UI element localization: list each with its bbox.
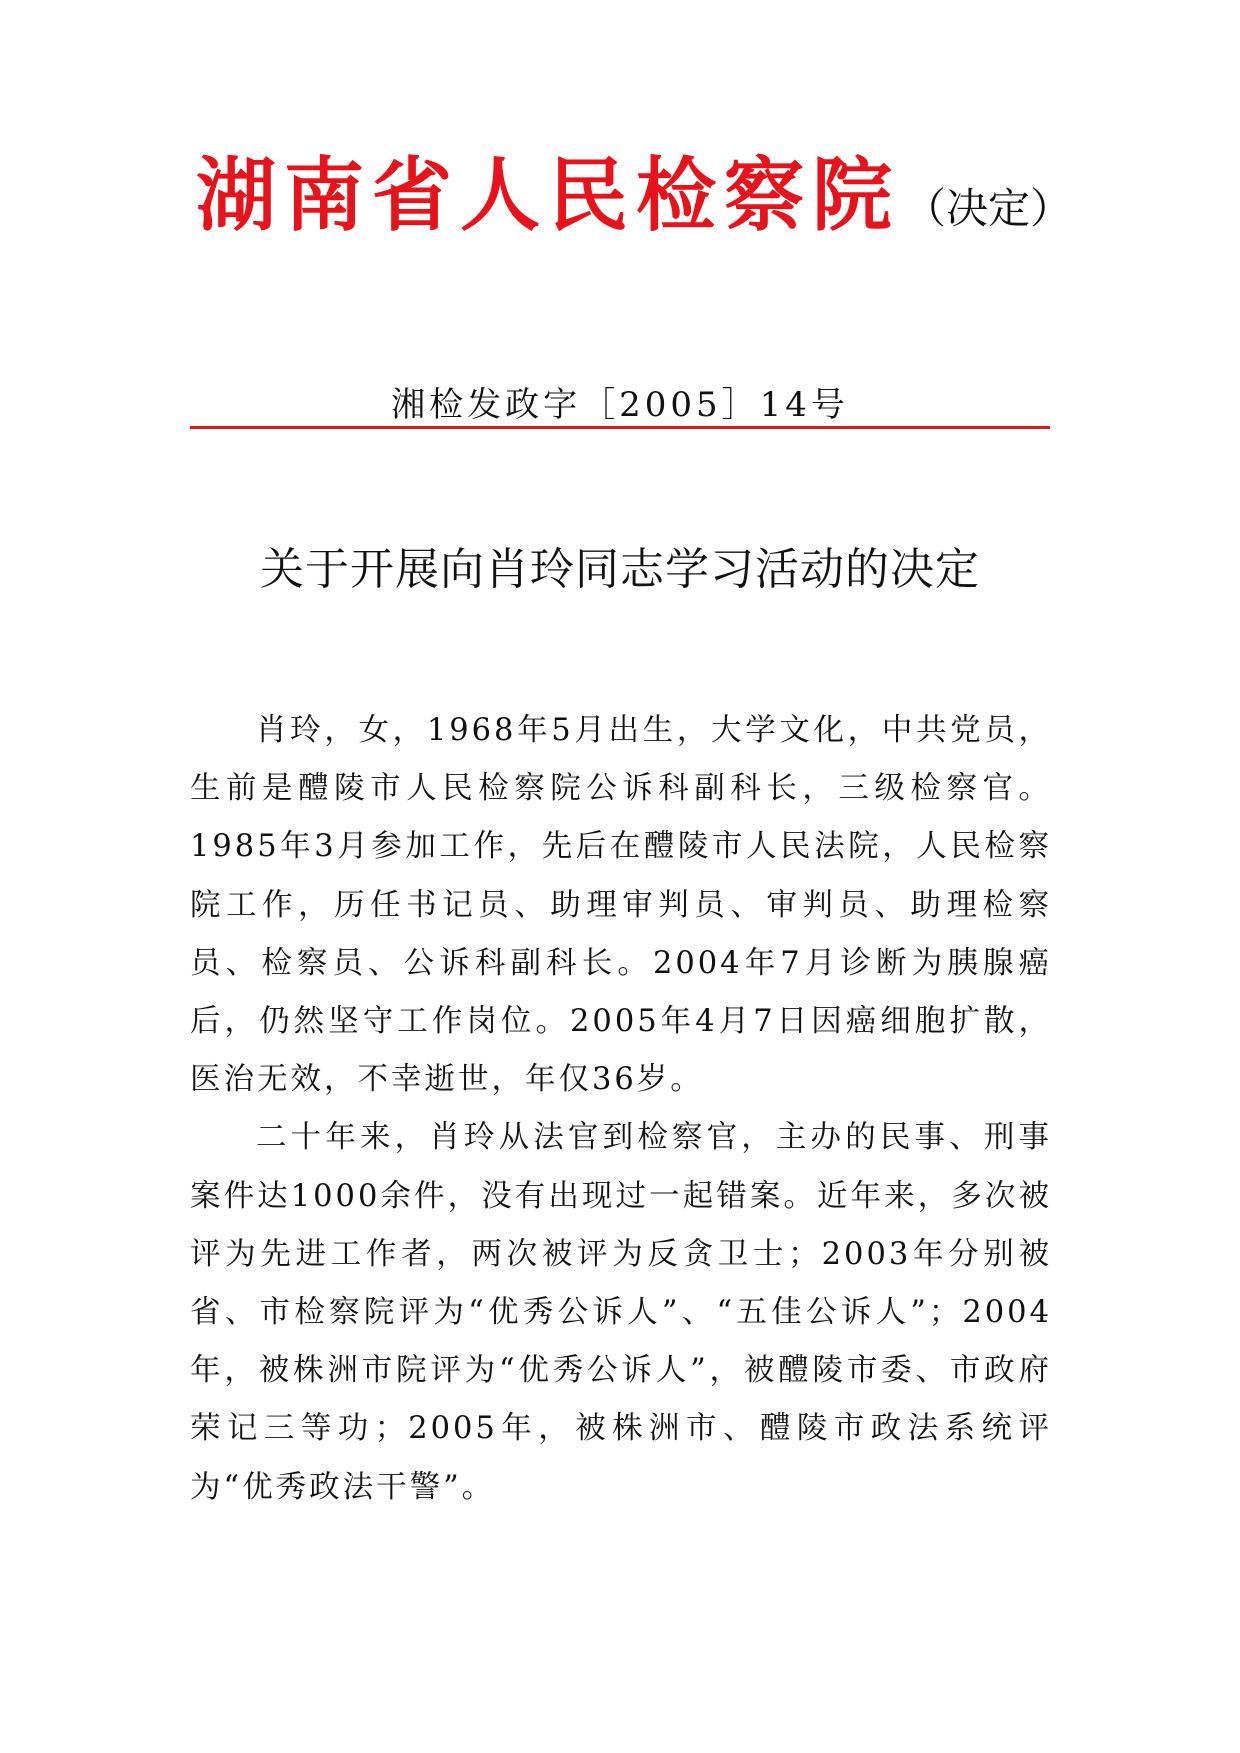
issuing-organization: 湖南省人民检察院 — [196, 148, 900, 242]
red-separator-line — [190, 426, 1050, 429]
red-header — [196, 140, 1076, 264]
document-body — [190, 702, 1052, 1517]
document-title: 关于开展向肖玲同志学习活动的决定 — [260, 544, 980, 595]
body-paragraph: 肖玲，女，1968年5月出生，大学文化，中共党员，生前是醴陵市人民检察院公诉科副科长，三级检察官。1985年3月参加工作，先后在醴陵市人民法院，人民检察院工作，历任书记员、助理审判员、审判员、助理检察员、检察员、公诉科副科长。2004年7月诊断为胰腺癌后，仍然坚守工作岗位。2005年4月7日因癌细胞扩散，医治无效，不幸逝世，年仅36岁。 — [190, 713, 1052, 1098]
body-paragraph: 二十年来，肖玲从法官到检察官，主办的民事、刑事案件达1000余件，没有出现过一起错案。近年来，多次被评为先进工作者，两次被评为反贪卫士；2003年分别被省、市检察院评为“优秀公诉人”、“五佳公诉人”；2004年，被株洲市院评为“优秀公诉人”，被醴陵市委、市政府荣记三等功；2005年，被株洲市、醴陵市政法系统评为“优秀政法干警”。 — [190, 1120, 1052, 1505]
document-type: （决定） — [904, 184, 1073, 233]
document-number: 湘检发政字［2005］14号 — [391, 385, 849, 425]
